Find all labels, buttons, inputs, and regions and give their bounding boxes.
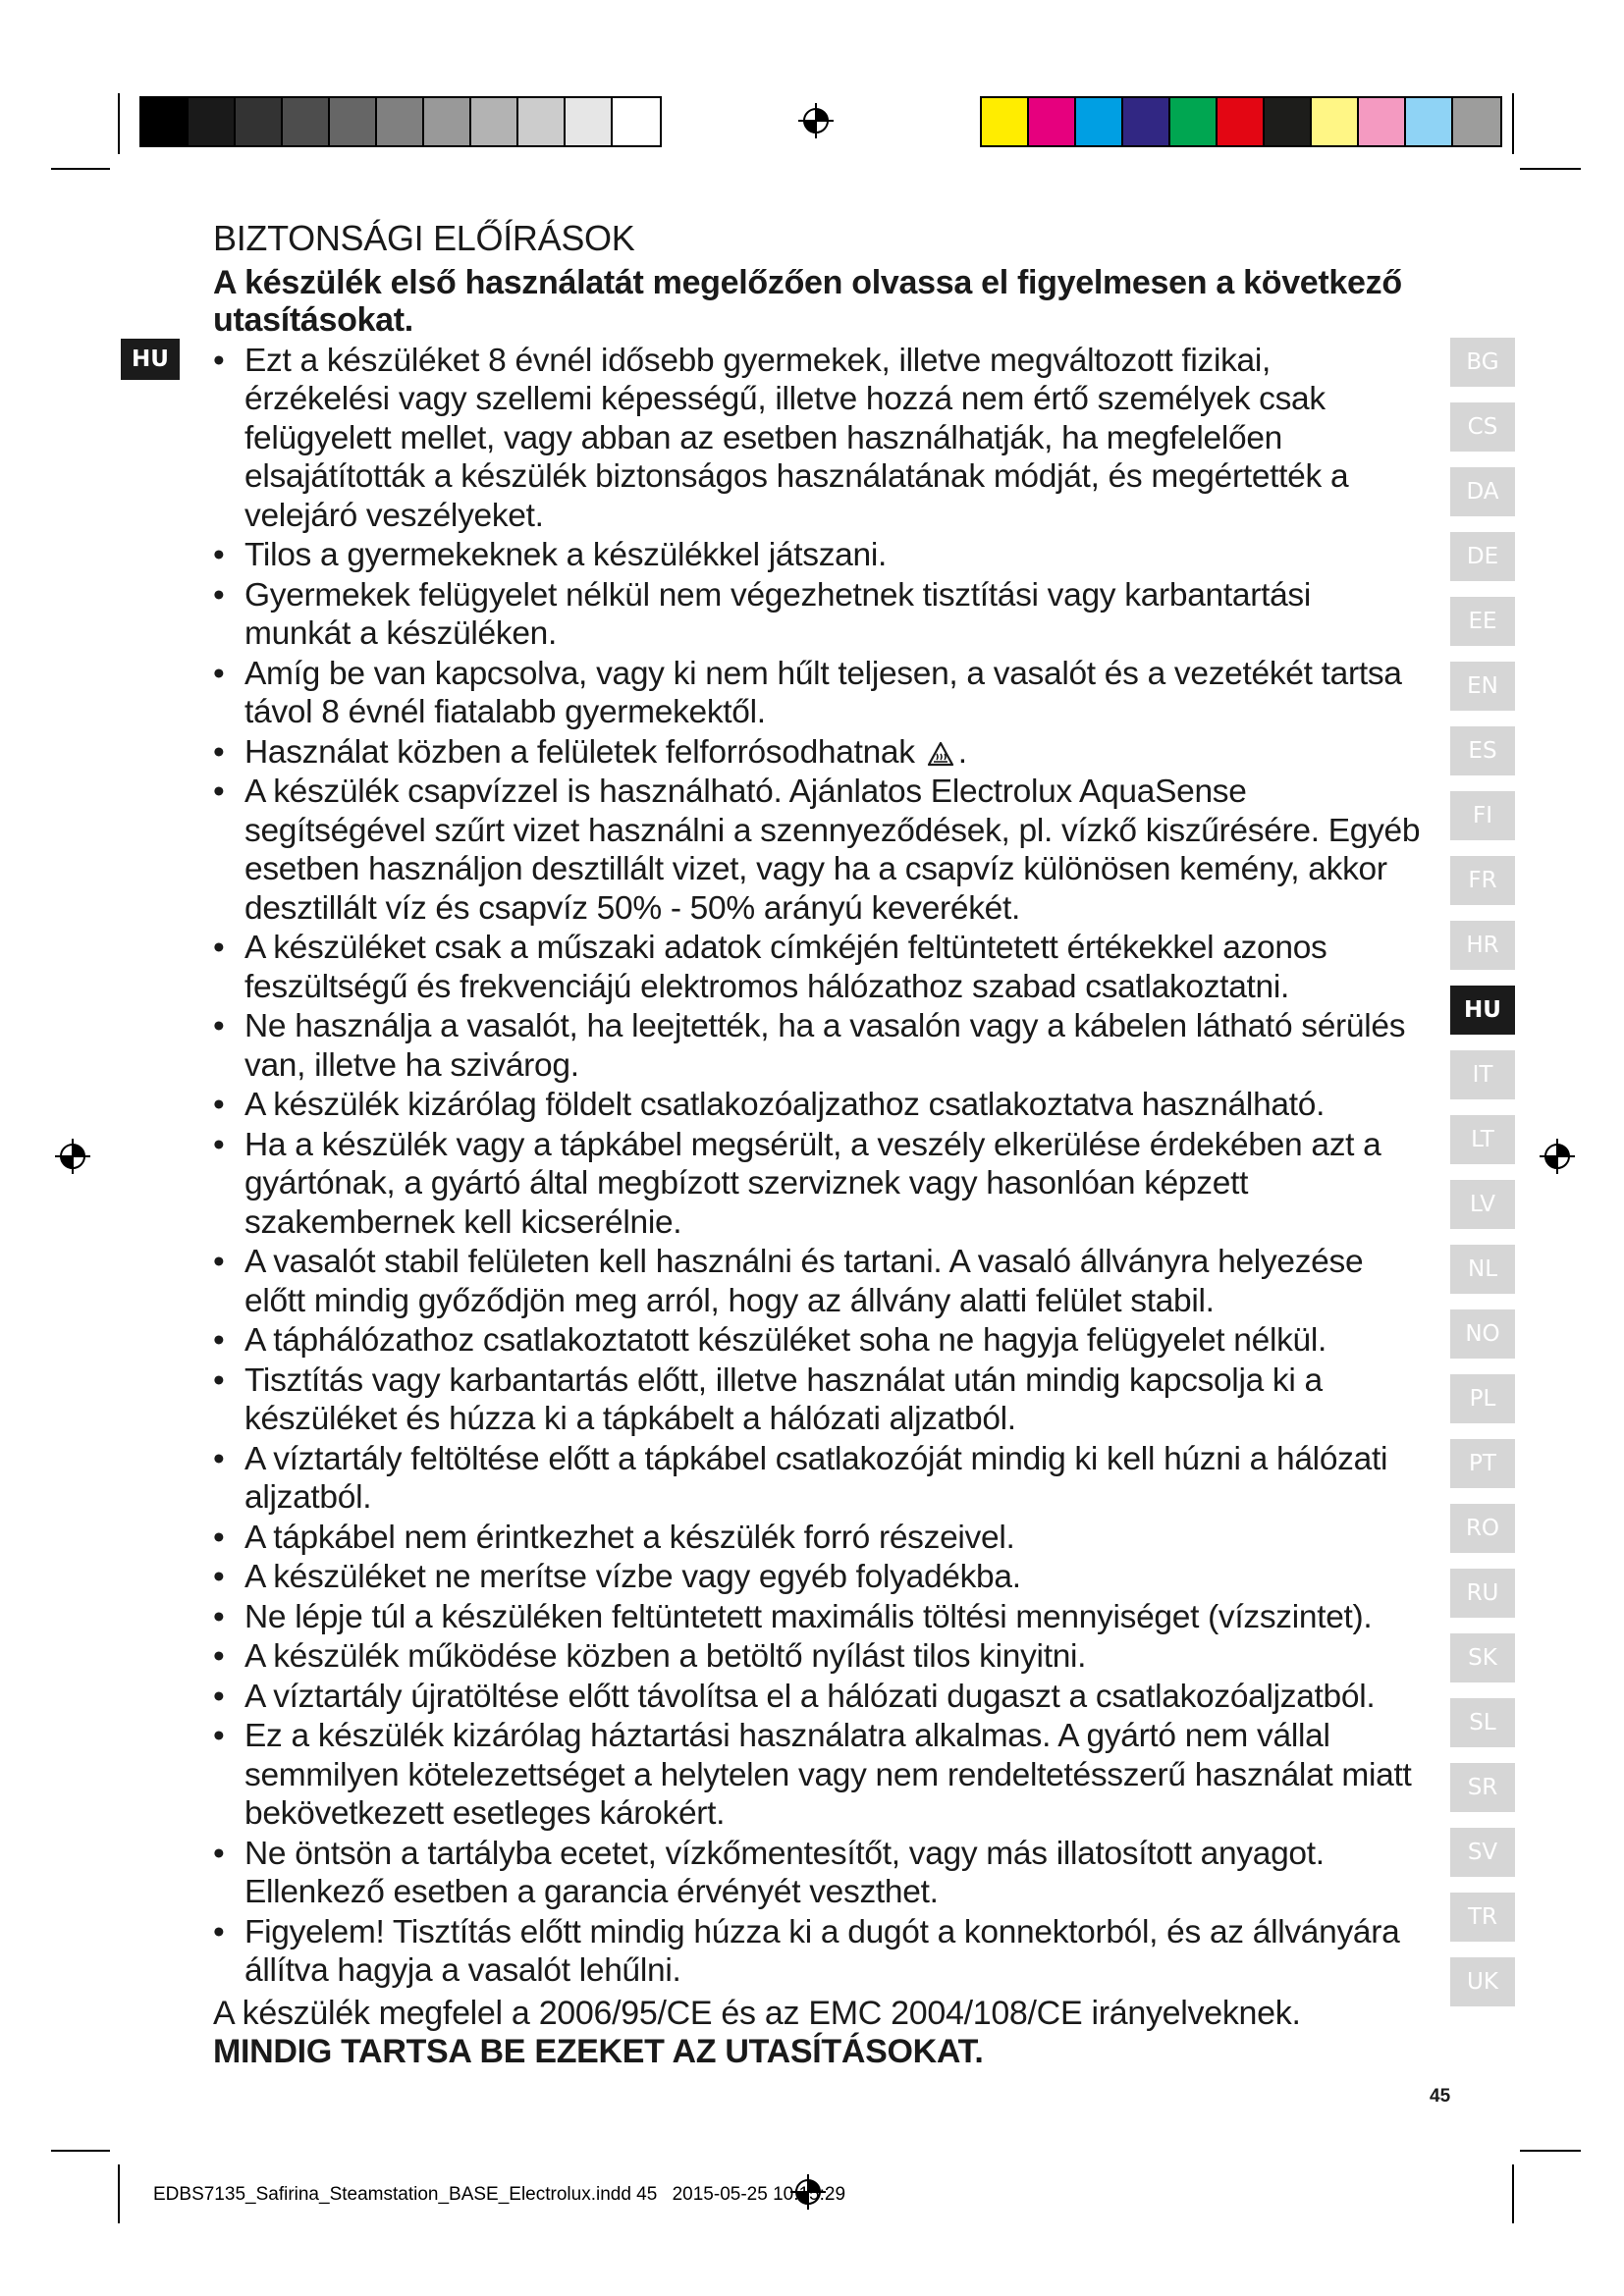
bullet: • [213, 1519, 225, 1556]
gray-color-bar [139, 96, 662, 147]
rule-item [213, 1678, 1421, 1717]
language-tab-hu-left: HU [121, 339, 180, 380]
color-swatch [566, 98, 613, 145]
slug-date: 2015-05-25 10:15:29 [672, 2184, 846, 2205]
bullet: • [213, 1718, 225, 1755]
bullet: • [213, 1362, 225, 1399]
rule-item [213, 1086, 1421, 1125]
compliance-text: A készülék megfelel a 2006/95/CE és az EMC 2004/108/CE irányelveknek. [213, 1994, 1301, 2032]
crop-mark [1512, 2164, 1514, 2223]
language-tab-da[interactable]: DA [1450, 467, 1515, 516]
color-swatch [1453, 98, 1500, 145]
language-tab-ro[interactable]: RO [1450, 1504, 1515, 1553]
rule-text: A víztartály újratöltése előtt távolítsa el a hálózati dugaszt a csatlakozóaljzatból. [244, 1678, 1376, 1715]
registration-mark-icon [55, 1139, 90, 1174]
language-tab-en[interactable]: EN [1450, 662, 1515, 711]
bullet: • [213, 537, 225, 574]
language-tab-nl[interactable]: NL [1450, 1245, 1515, 1294]
rule-text: A készülék csapvízzel is használható. Ajánlatos Electrolux AquaSense segítségével szűrt vizet használni a szennyeződések, pl. vízkő kiszűrésére. Egyéb esetben használjon desztillált vizet, vagy ha a csapvíz különösen kemény, akkor desztillált víz és csapvíz 50% - 50% arányú keverékét. [244, 774, 1421, 927]
crop-mark [1512, 93, 1514, 154]
bullet: • [213, 1835, 225, 1872]
color-swatch [1076, 98, 1123, 145]
bullet: • [213, 774, 225, 811]
bullet: • [213, 1322, 225, 1360]
color-swatch [982, 98, 1029, 145]
rule-item [213, 1558, 1421, 1597]
rule-text: Figyelem! Tisztítás előtt mindig húzza ki a dugót a konnektorból, és az állványára állítva hagyja a vasalót lehűlni. [244, 1913, 1400, 1990]
rule-text: Ezt a készüléket 8 évnél idősebb gyermekek, illetve megváltozott fizikai, érzékelési vagy szellemi képességű, illetve hozzá nem értő személyek csak felügyelett mellet, vagy abban az esetben használhatják, ha megfelelően elsajátították a készülék biztonságos használatának módját, és megértették a velejáró veszélyeket. [244, 342, 1349, 534]
color-swatch [1359, 98, 1406, 145]
bullet: • [213, 1008, 225, 1045]
rule-text: Amíg be van kapcsolva, vagy ki nem hűlt teljesen, a vasalót és a vezetékét tartsa távol 8 évnél fiatalabb gyermekektől. [244, 655, 1402, 731]
color-swatch [471, 98, 518, 145]
rule-item [213, 342, 1421, 536]
cmyk-color-bar [980, 96, 1502, 147]
color-swatch [283, 98, 330, 145]
rule-text: Tilos a gyermekeknek a készülékkel játszani. [244, 537, 887, 574]
rule-text: Gyermekek felügyelet nélkül nem végezhetnek tisztítási vagy karbantartási munkát a készüléken. [244, 576, 1312, 653]
color-swatch [1406, 98, 1453, 145]
bullet: • [213, 733, 225, 771]
bullet: • [213, 655, 225, 692]
language-tab-es[interactable]: ES [1450, 726, 1515, 775]
language-tab-fi[interactable]: FI [1450, 791, 1515, 840]
color-swatch [141, 98, 189, 145]
bullet: • [213, 1678, 225, 1715]
bullet: • [213, 1126, 225, 1163]
rule-item [213, 1519, 1421, 1558]
rule-text: A víztartály feltöltése előtt a tápkábel csatlakozóját mindig ki kell húzni a hálózati aljzatból. [244, 1440, 1388, 1517]
color-swatch [518, 98, 566, 145]
color-swatch [1312, 98, 1359, 145]
color-swatch [613, 98, 660, 145]
bullet: • [213, 342, 225, 379]
language-tab-sv[interactable]: SV [1450, 1828, 1515, 1877]
language-tab-pl[interactable]: PL [1450, 1374, 1515, 1423]
language-tab-lv[interactable]: LV [1450, 1180, 1515, 1229]
rule-text: A tápkábel nem érintkezhet a készülék forró részeivel. [244, 1519, 1015, 1556]
rule-item [213, 1362, 1421, 1439]
rule-text: A készüléket ne merítse vízbe vagy egyéb folyadékba. [244, 1559, 1021, 1596]
color-swatch [1218, 98, 1265, 145]
rule-text: Használat közben a felületek felforrósodhatnak [244, 733, 915, 771]
rule-item [213, 1007, 1421, 1085]
color-swatch [424, 98, 471, 145]
language-tab-fr[interactable]: FR [1450, 856, 1515, 905]
language-tab-it[interactable]: IT [1450, 1050, 1515, 1099]
bullet: • [213, 1244, 225, 1281]
compliance-emphasis: MINDIG TARTSA BE EZEKET AZ UTASÍTÁSOKAT. [213, 2032, 984, 2070]
rule-item [213, 1913, 1421, 1991]
rule-text: A táphálózathoz csatlakoztatott készüléket soha ne hagyja felügyelet nélkül. [244, 1322, 1327, 1360]
slug-file: EDBS7135_Safirina_Steamstation_BASE_Electrolux.indd 45 [153, 2184, 658, 2205]
language-tab-de[interactable]: DE [1450, 532, 1515, 581]
language-tab-ru[interactable]: RU [1450, 1569, 1515, 1618]
rule-text: Ne öntsön a tartályba ecetet, vízkőmentesítőt, vagy más illatosított anyagot. Ellenkező esetben a garancia érvényét veszthet. [244, 1835, 1325, 1911]
intro-text: A készülék első használatát megelőzően olvassa el figyelmesen a következő utasításokat. [213, 264, 1402, 340]
compliance-note [213, 1995, 1421, 2071]
bullet: • [213, 1913, 225, 1950]
crop-mark [118, 2164, 120, 2223]
registration-mark-icon [798, 103, 834, 138]
rule-text: Ez a készülék kizárólag háztartási használatra alkalmas. A gyártó nem vállal semmilyen kötelezettséget a helytelen vagy nem rendeltetésszerű használat miatt bekövetkezett esetleges károkért. [244, 1718, 1412, 1833]
rule-item [213, 1440, 1421, 1518]
bullet: • [213, 1559, 225, 1596]
safety-instructions [213, 218, 1421, 2105]
rule-item [213, 1598, 1421, 1637]
bullet: • [213, 1598, 225, 1635]
rule-text: A készülék működése közben a betöltő nyílást tilos kinyitni. [244, 1638, 1087, 1676]
rule-item [213, 576, 1421, 654]
language-tab-cs[interactable]: CS [1450, 402, 1515, 452]
color-swatch [189, 98, 236, 145]
rule-item [213, 929, 1421, 1006]
rule-item [213, 1637, 1421, 1677]
page-title: BIZTONSÁGI ELŐÍRÁSOK [213, 218, 635, 258]
rule-item [213, 536, 1421, 575]
rule-item [213, 1321, 1421, 1361]
rule-item [213, 733, 1421, 773]
language-tab-ee[interactable]: EE [1450, 597, 1515, 646]
color-swatch [1265, 98, 1312, 145]
bullet: • [213, 576, 225, 614]
language-tab-bg[interactable]: BG [1450, 338, 1515, 387]
rule-item [213, 1243, 1421, 1320]
rule-text: Tisztítás vagy karbantartás előtt, illetve használat után mindig kapcsolja ki a készüléket és húzza ki a tápkábelt a hálózati aljzatból. [244, 1362, 1323, 1438]
bullet: • [213, 1638, 225, 1676]
bullet: • [213, 930, 225, 967]
crop-mark [118, 93, 120, 154]
language-tab-pt[interactable]: PT [1450, 1439, 1515, 1488]
color-swatch [330, 98, 377, 145]
rule-item [213, 1835, 1421, 1912]
rule-item [213, 1717, 1421, 1834]
language-tab-uk[interactable]: UK [1450, 1957, 1515, 2006]
rule-item [213, 1126, 1421, 1243]
language-tab-sl[interactable]: SL [1450, 1698, 1515, 1747]
color-swatch [236, 98, 283, 145]
language-tab-hu[interactable]: HU [1450, 986, 1515, 1035]
rule-text: Ha a készülék vagy a tápkábel megsérült, a veszély elkerülése érdekében azt a gyártónak, a gyártó által megbízott szerviznek vagy hasonlóan képzett szakembernek kell kicserélnie. [244, 1126, 1381, 1241]
language-tab-sk[interactable]: SK [1450, 1633, 1515, 1682]
crop-mark [51, 2150, 110, 2152]
color-swatch [1029, 98, 1076, 145]
rule-text: A készülék kizárólag földelt csatlakozóaljzathoz csatlakoztatva használható. [244, 1087, 1326, 1124]
crop-mark [1520, 168, 1581, 170]
color-swatch [1170, 98, 1218, 145]
rule-text: A vasalót stabil felületen kell használni és tartani. A vasaló állványra helyezése előtt mindig győződjön meg arról, hogy az állvány alatti felület stabil. [244, 1244, 1364, 1319]
color-swatch [377, 98, 424, 145]
language-tab-hr[interactable]: HR [1450, 921, 1515, 970]
bullet: • [213, 1440, 225, 1477]
print-slug [153, 2184, 845, 2206]
language-tab-lt[interactable]: LT [1450, 1115, 1515, 1164]
rule-item [213, 655, 1421, 732]
rule-text: Ne lépje túl a készüléken feltüntetett maximális töltési mennyiséget (vízszintet). [244, 1598, 1373, 1635]
language-tabs [1450, 338, 1515, 2022]
registration-mark-icon [1540, 1139, 1575, 1174]
bullet: • [213, 1087, 225, 1124]
rule-text: Ne használja a vasalót, ha leejtették, ha a vasalón vagy a kábelen látható sérülés van, illetve ha szivárog. [244, 1008, 1406, 1084]
language-tab-sr[interactable]: SR [1450, 1763, 1515, 1812]
crop-mark [51, 168, 110, 170]
rule-text-suffix: . [957, 733, 967, 771]
language-tab-tr[interactable]: TR [1450, 1893, 1515, 1942]
rules-list [213, 342, 1421, 1991]
page-number: 45 [1430, 2086, 1451, 2107]
language-tab-no[interactable]: NO [1450, 1309, 1515, 1359]
crop-mark [1520, 2150, 1581, 2152]
color-swatch [1123, 98, 1170, 145]
hot-surface-warning-icon [927, 741, 954, 767]
rule-text: A készüléket csak a műszaki adatok címkéjén feltüntetett értékekkel azonos feszültségű és frekvenciájú elektromos hálózathoz szabad csatlakoztatni. [244, 930, 1327, 1005]
rule-item [213, 773, 1421, 928]
